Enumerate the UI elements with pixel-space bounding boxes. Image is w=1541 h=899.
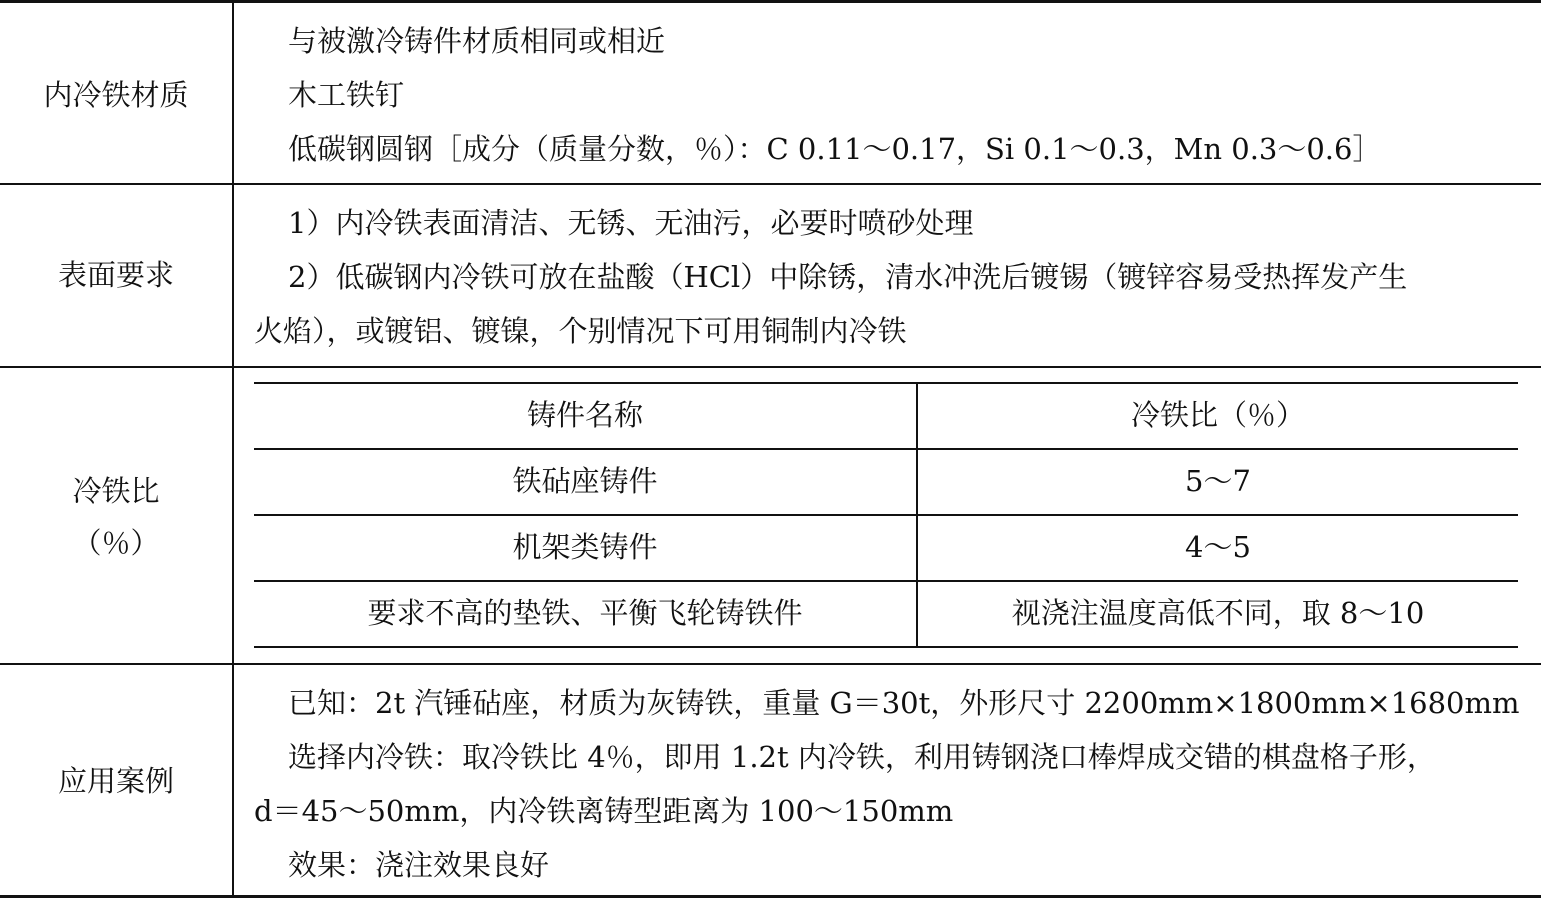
subtable-cell: 视浇注温度高低不同，取 8～10 <box>1011 596 1425 630</box>
material-line: 与被激冷铸件材质相同或相近 <box>288 24 666 58</box>
case-content <box>254 676 1524 892</box>
row-label-ratio-unit: （％） <box>72 526 160 560</box>
surface-content <box>254 196 1524 358</box>
row-label-case: 应用案例 <box>57 764 174 798</box>
subtable-header-casting-name: 铸件名称 <box>526 398 643 432</box>
row-label-surface: 表面要求 <box>57 258 174 292</box>
case-line: 已知：2t 汽锤砧座，材质为灰铸铁，重量 G＝30t，外形尺寸 2200mm×1800mm×1680mm <box>288 686 1520 720</box>
chill-ratio-subtable <box>254 382 1518 648</box>
case-line: 效果：浇注效果良好 <box>288 848 550 882</box>
subtable-rule <box>254 646 1518 648</box>
column-divider <box>232 1 234 897</box>
row-label-material: 内冷铁材质 <box>43 78 189 112</box>
case-line: 选择内冷铁：取冷铁比 4％，即用 1.2t 内冷铁，利用铸钢浇口棒焊成交错的棋盘格子形， <box>288 740 1436 774</box>
material-line: 木工铁钉 <box>288 78 405 112</box>
subtable-cell: 机架类铸件 <box>512 530 658 564</box>
surface-line: 火焰），或镀铝、镀镍，个别情况下可用铜制内冷铁 <box>254 314 907 348</box>
material-content <box>254 14 1524 176</box>
case-line: d＝45～50mm，内冷铁离铸型距离为 100～150mm <box>254 794 954 828</box>
subtable-header-chill-ratio: 冷铁比（％） <box>1130 398 1305 432</box>
subtable-cell: 要求不高的垫铁、平衡飞轮铸铁件 <box>367 596 803 630</box>
surface-line: 2）低碳钢内冷铁可放在盐酸（HCl）中除锈，清水冲洗后镀锡（镀锌容易受热挥发产生 <box>288 260 1408 294</box>
subtable-cell: 5～7 <box>1185 464 1251 498</box>
subtable-cell: 4～5 <box>1185 530 1251 564</box>
material-line: 低碳钢圆钢［成分（质量分数，％）：C 0.11～0.17，Si 0.1～0.3，Mn 0.3～0.6］ <box>288 132 1382 166</box>
surface-line: 1）内冷铁表面清洁、无锈、无油污，必要时喷砂处理 <box>288 206 974 240</box>
row-label-ratio: 冷铁比 <box>72 474 160 508</box>
subtable-cell: 铁砧座铸件 <box>512 464 658 498</box>
